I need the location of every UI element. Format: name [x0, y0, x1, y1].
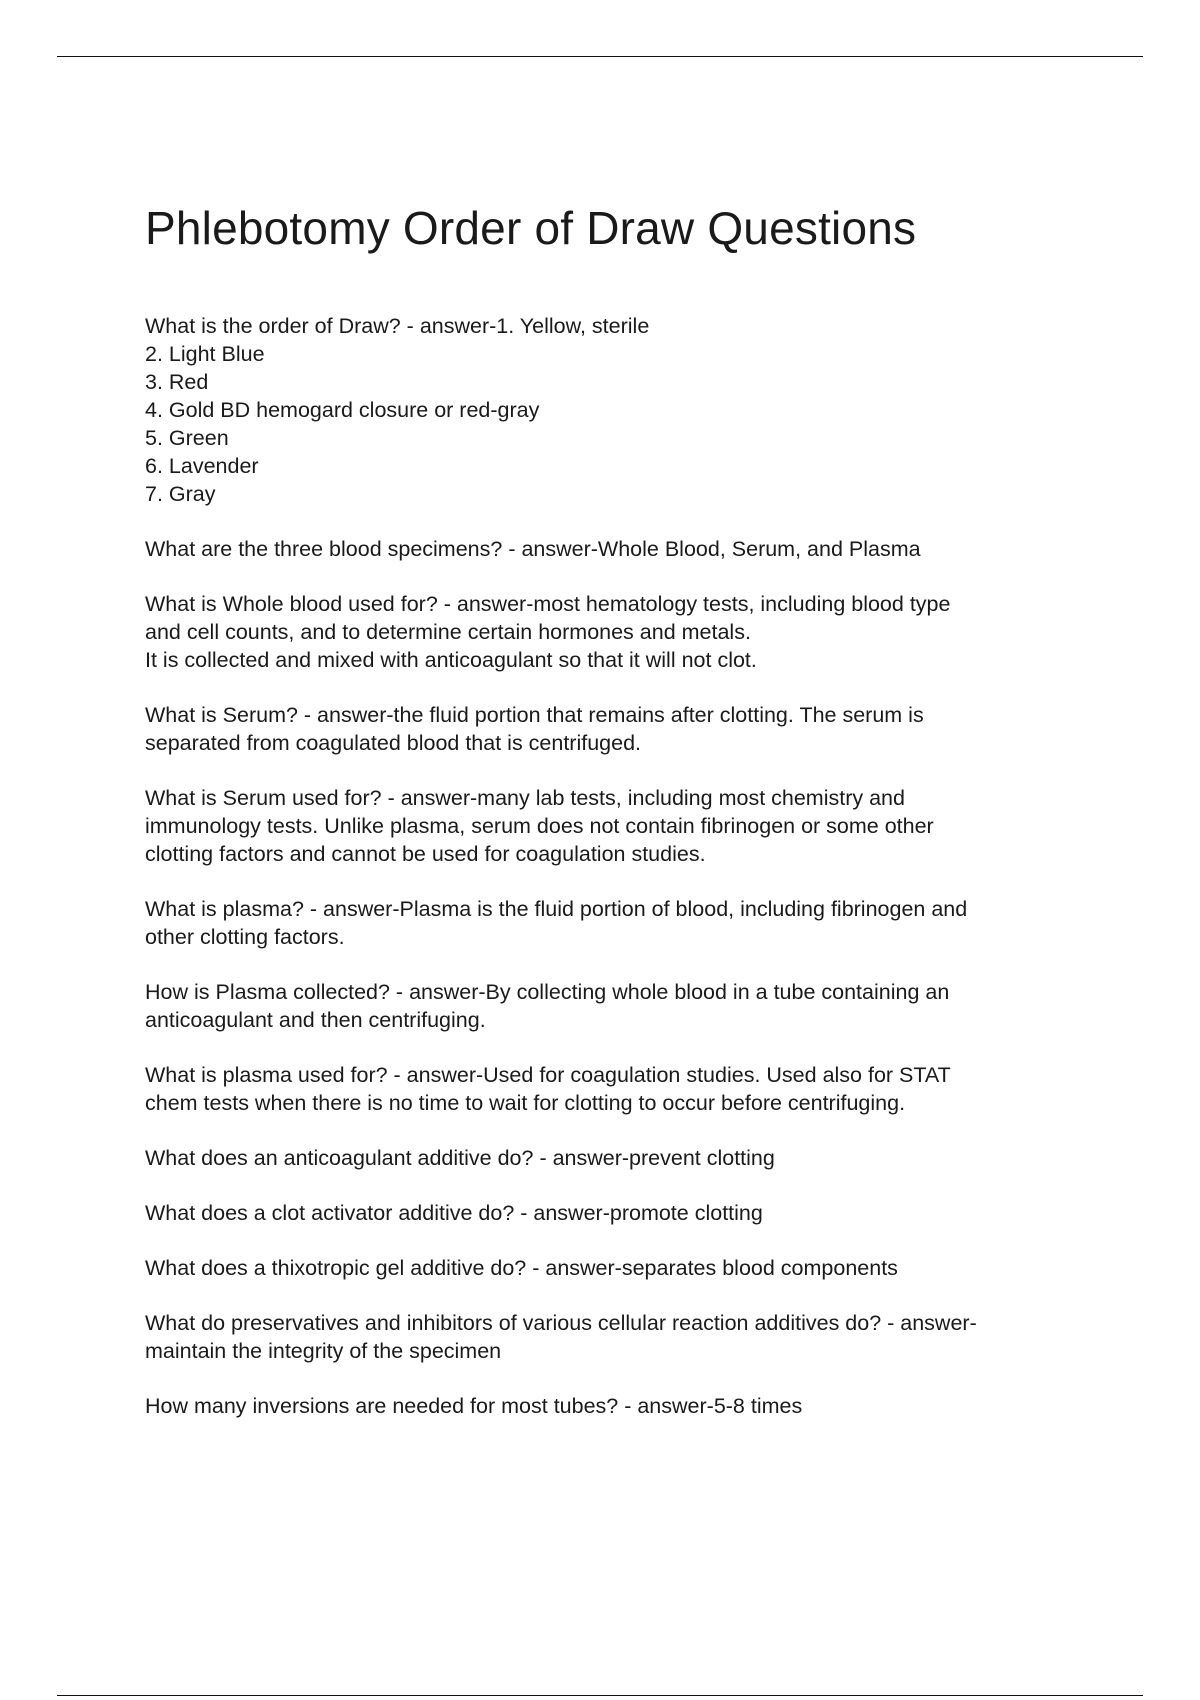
- qa-line: What is plasma? - answer-Plasma is the fluid portion of blood, including fibrinogen and: [145, 897, 968, 921]
- qa-item-thixotropic-gel-additive: [145, 1254, 1090, 1282]
- qa-line: It is collected and mixed with anticoagulant so that it will not clot.: [145, 648, 757, 672]
- qa-line: 7. Gray: [145, 482, 216, 506]
- qa-line: anticoagulant and then centrifuging.: [145, 1008, 486, 1032]
- qa-line: What is plasma used for? - answer-Used for coagulation studies. Used also for STAT: [145, 1063, 951, 1087]
- qa-line: 5. Green: [145, 426, 229, 450]
- qa-item-preservative-additives: [145, 1309, 1090, 1365]
- qa-list: [145, 312, 1090, 1447]
- qa-line: chem tests when there is no time to wait for clotting to occur before centrifuging.: [145, 1091, 906, 1115]
- qa-line: and cell counts, and to determine certain hormones and metals.: [145, 620, 751, 644]
- qa-line: What is Whole blood used for? - answer-most hematology tests, including blood type: [145, 592, 951, 616]
- qa-item-tube-inversions: [145, 1392, 1090, 1420]
- qa-item-whole-blood-use: [145, 590, 1090, 674]
- qa-line: What does a thixotropic gel additive do? - answer-separates blood components: [145, 1256, 898, 1280]
- qa-item-plasma-collection: [145, 978, 1090, 1034]
- header-rule: [57, 56, 1143, 57]
- qa-item-clot-activator-additive: [145, 1199, 1090, 1227]
- qa-line: maintain the integrity of the specimen: [145, 1339, 502, 1363]
- qa-line: other clotting factors.: [145, 925, 345, 949]
- qa-line: clotting factors and cannot be used for coagulation studies.: [145, 842, 706, 866]
- qa-item-order-of-draw: [145, 312, 1090, 508]
- qa-item-anticoagulant-additive: [145, 1144, 1090, 1172]
- qa-line: What is Serum? - answer-the fluid portion that remains after clotting. The serum is: [145, 703, 924, 727]
- qa-line: 4. Gold BD hemogard closure or red-gray: [145, 398, 540, 422]
- qa-line: What does a clot activator additive do? - answer-promote clotting: [145, 1201, 763, 1225]
- qa-item-what-is-serum: [145, 701, 1090, 757]
- footer-rule: [57, 1695, 1143, 1696]
- qa-line: What is the order of Draw? - answer-1. Yellow, sterile: [145, 314, 650, 338]
- qa-item-blood-specimens: [145, 535, 1090, 563]
- qa-line: What are the three blood specimens? - answer-Whole Blood, Serum, and Plasma: [145, 537, 921, 561]
- qa-line: 6. Lavender: [145, 454, 259, 478]
- qa-item-plasma-use: [145, 1061, 1090, 1117]
- qa-line: What does an anticoagulant additive do? - answer-prevent clotting: [145, 1146, 775, 1170]
- document-title: Phlebotomy Order of Draw Questions: [145, 202, 917, 254]
- qa-item-what-is-plasma: [145, 895, 1090, 951]
- qa-item-serum-use: [145, 784, 1090, 868]
- qa-line: 2. Light Blue: [145, 342, 265, 366]
- qa-line: How many inversions are needed for most tubes? - answer-5-8 times: [145, 1394, 803, 1418]
- qa-line: How is Plasma collected? - answer-By collecting whole blood in a tube containing an: [145, 980, 950, 1004]
- qa-line: 3. Red: [145, 370, 209, 394]
- qa-line: What do preservatives and inhibitors of various cellular reaction additives do? - answer-: [145, 1311, 977, 1335]
- qa-line: What is Serum used for? - answer-many lab tests, including most chemistry and: [145, 786, 905, 810]
- qa-line: separated from coagulated blood that is centrifuged.: [145, 731, 642, 755]
- qa-line: immunology tests. Unlike plasma, serum does not contain fibrinogen or some other: [145, 814, 934, 838]
